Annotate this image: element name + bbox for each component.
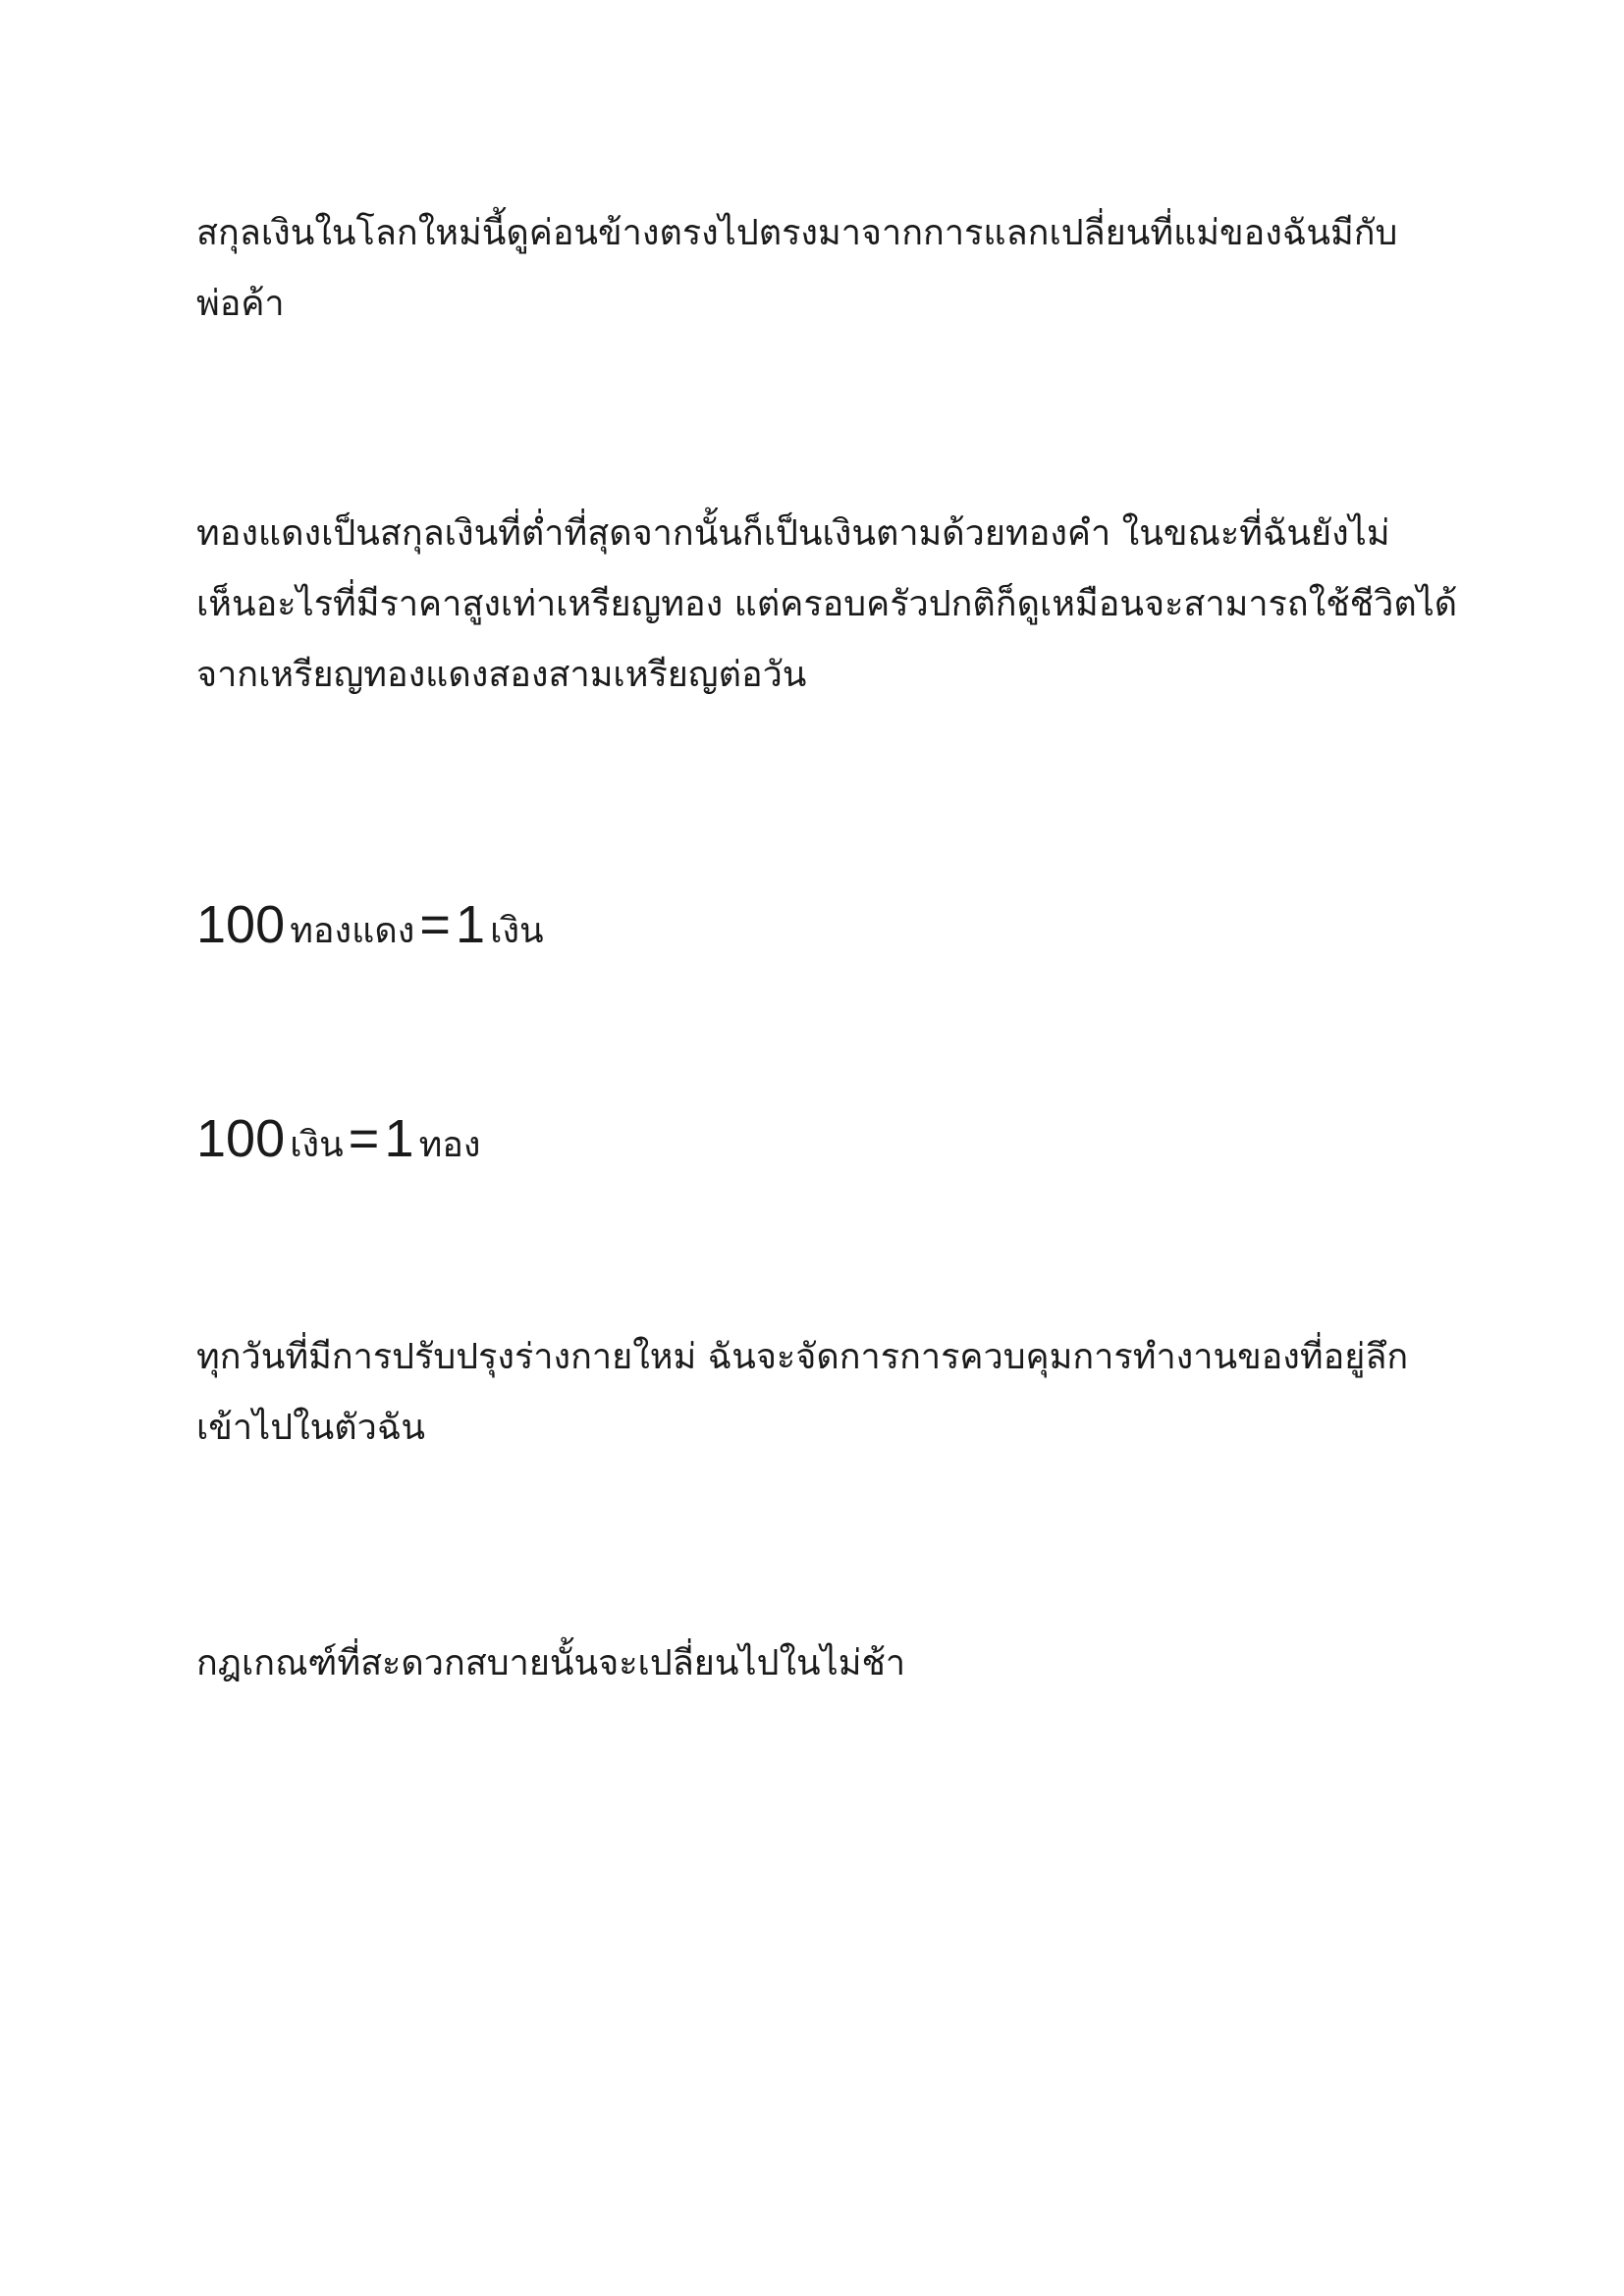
paragraph-rules-change <box>196 1629 1443 1699</box>
paragraph-line: จากเหรียญทองแดงสองสามเหรียญต่อวัน <box>196 655 807 695</box>
exchange-equals-sign: = <box>348 1109 380 1168</box>
paragraph-line: ทองแดงเป็นสกุลเงินที่ต่ำที่สุดจากนั้นก็เป็นเงินตามด้วยทองคำ ในขณะที่ฉันยังไม่ <box>196 513 1390 554</box>
exchange-result: 1 <box>384 1109 414 1168</box>
exchange-rate-copper-silver <box>196 895 544 967</box>
paragraph-body-upgrade <box>196 1322 1443 1464</box>
exchange-amount: 100 <box>196 1109 286 1168</box>
exchange-from-unit: ทองแดง <box>290 911 415 951</box>
exchange-result: 1 <box>456 895 486 954</box>
exchange-from-unit: เงิน <box>290 1125 344 1165</box>
paragraph-line: สกุลเงินในโลกใหม่นี้ดูค่อนข้างตรงไปตรงมาจากการแลกเปลี่ยนที่แม่ของฉันมีกับ <box>196 213 1398 253</box>
exchange-to-unit: เงิน <box>490 911 544 951</box>
paragraph-line: กฎเกณฑ์ที่สะดวกสบายนั้นจะเปลี่ยนไปในไม่ช้า <box>196 1643 906 1683</box>
paragraph-line: ทุกวันที่มีการปรับปรุงร่างกายใหม่ ฉันจะจัดการการควบคุมการทำงานของที่อยู่ลึก <box>196 1337 1409 1377</box>
paragraph-line: เข้าไปในตัวฉัน <box>196 1408 425 1448</box>
paragraph-line: พ่อค้า <box>196 284 285 324</box>
paragraph-currency-tiers <box>196 499 1458 711</box>
exchange-to-unit: ทอง <box>418 1125 481 1165</box>
exchange-rate-silver-gold <box>196 1109 481 1181</box>
exchange-amount: 100 <box>196 895 286 954</box>
paragraph-line: เห็นอะไรที่มีราคาสูงเท่าเหรียญทอง แต่ครอบครัวปกติก็ดูเหมือนจะสามารถใช้ชีวิตได้ <box>196 584 1458 624</box>
paragraph-currency-intro <box>196 198 1443 340</box>
exchange-equals-sign: = <box>419 895 451 954</box>
